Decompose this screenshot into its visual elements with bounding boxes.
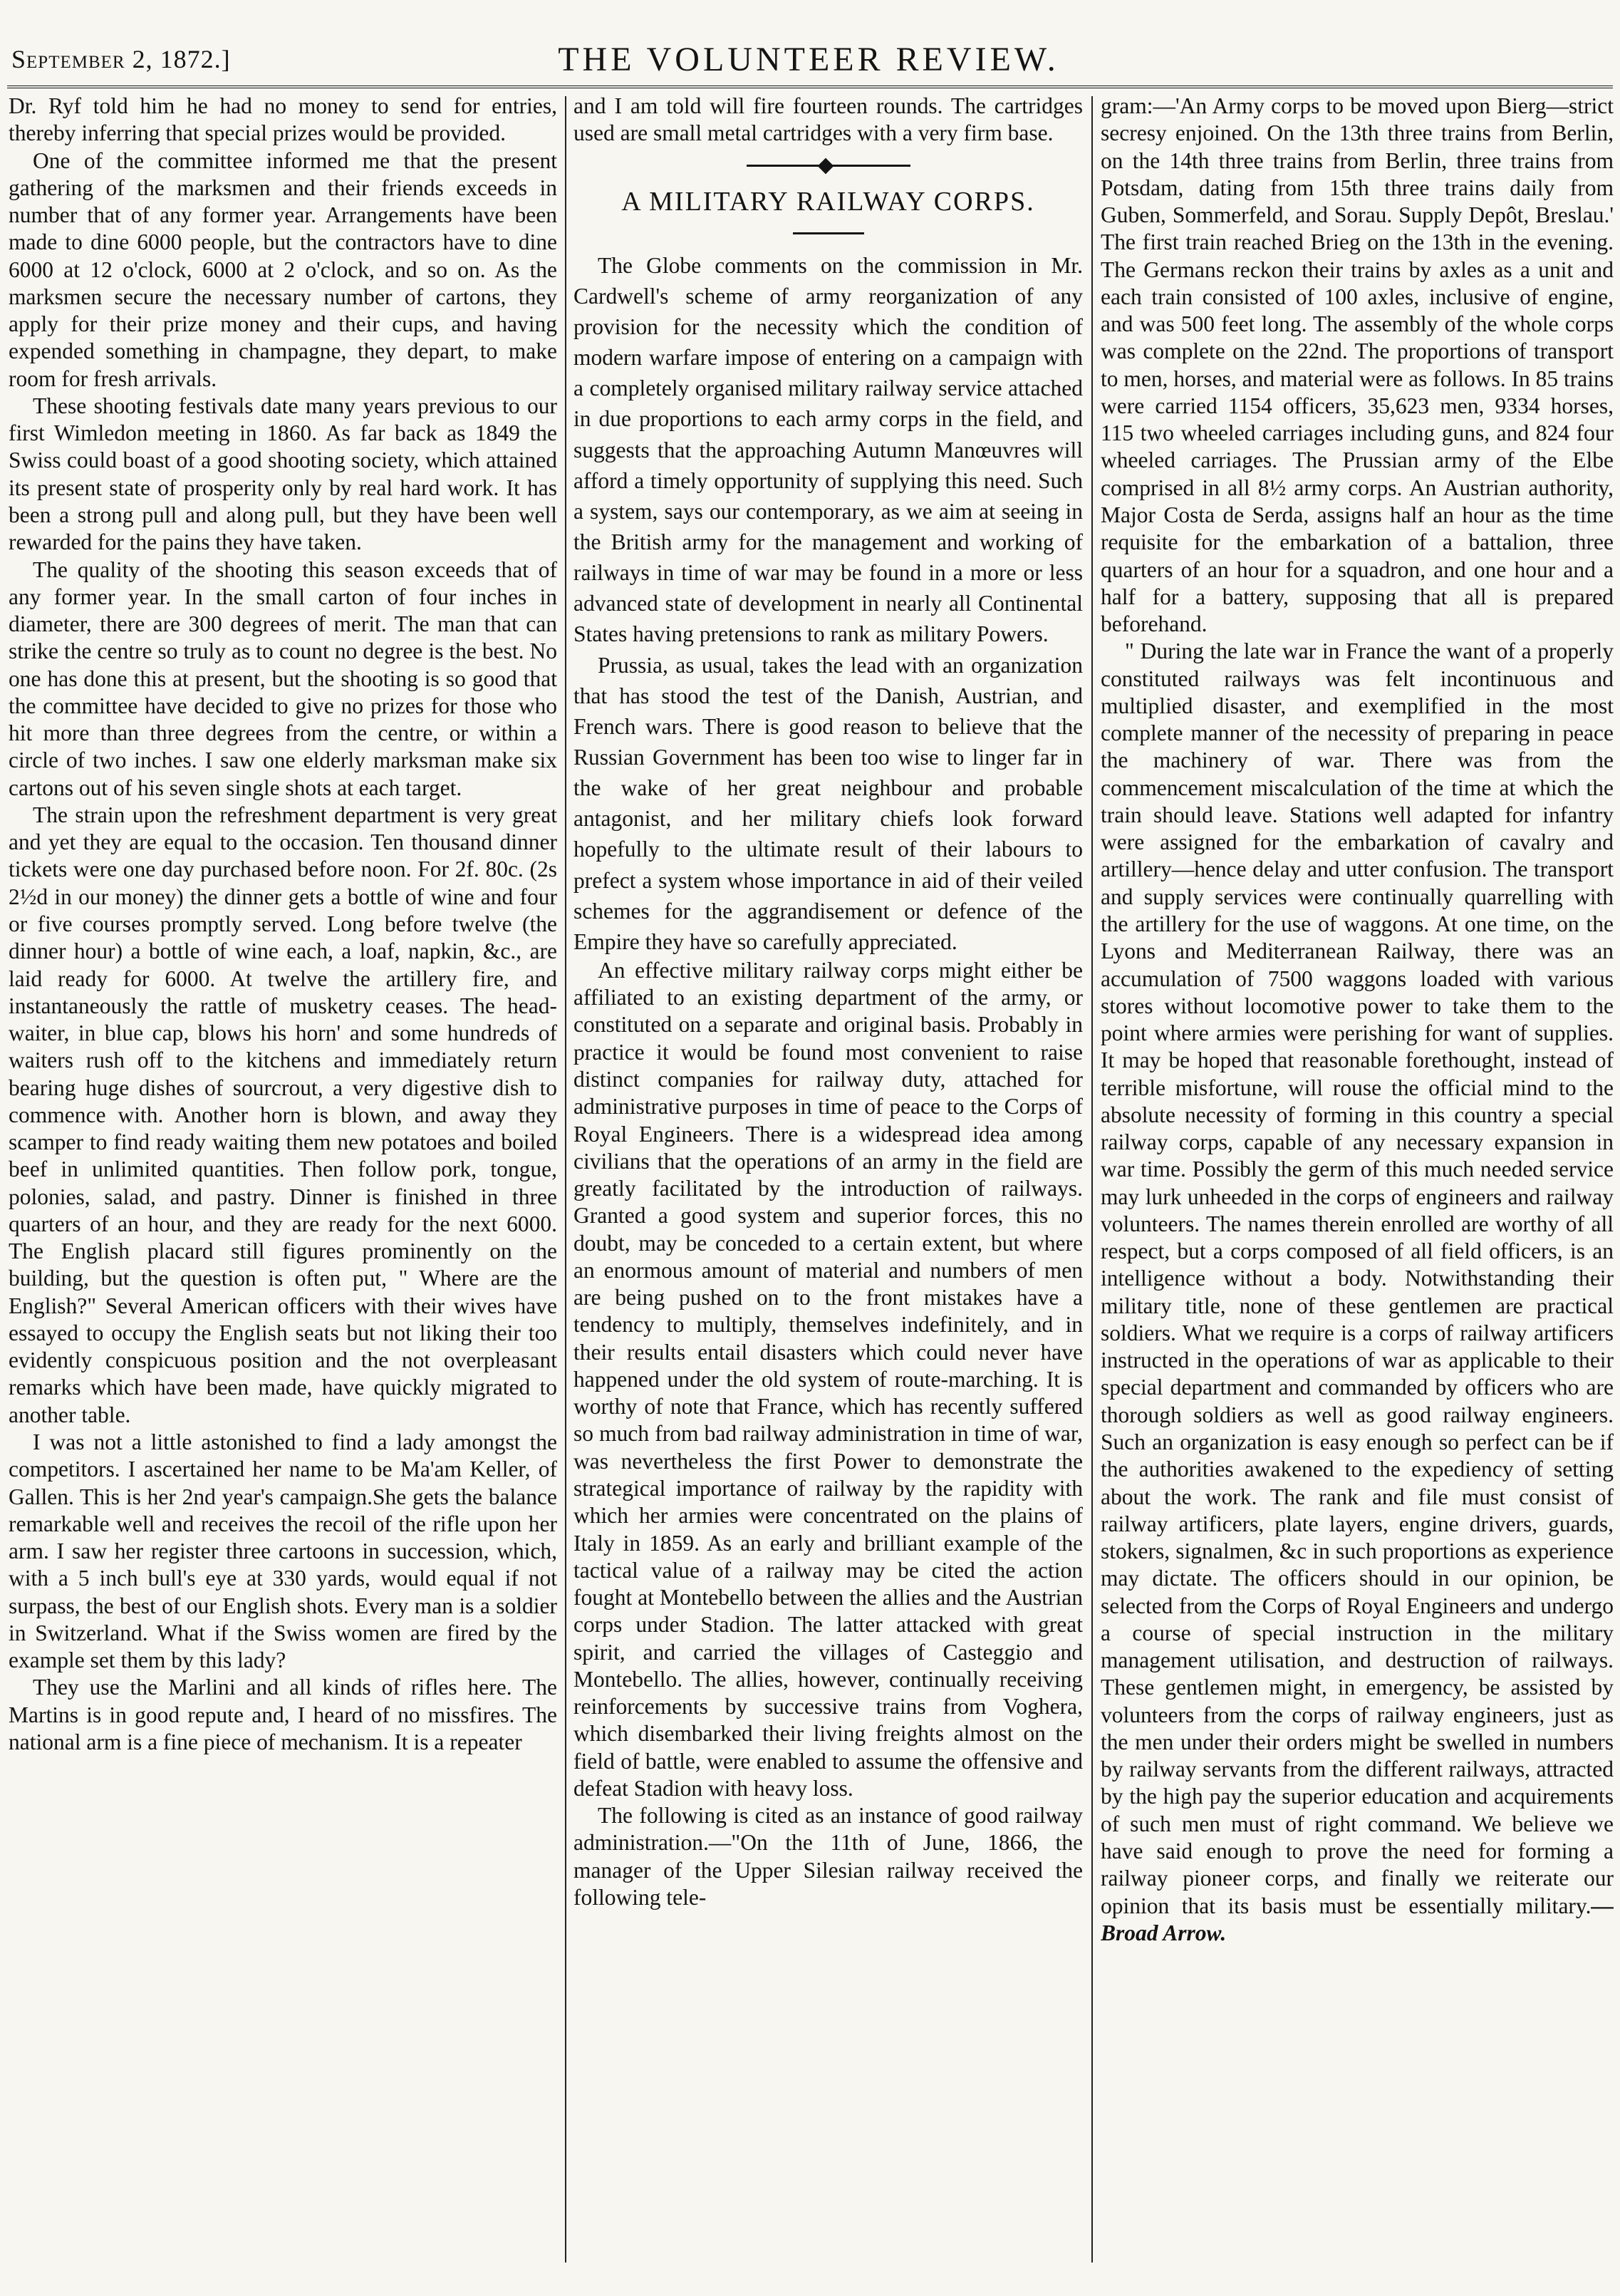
paragraph: gram:—'An Army corps to be moved upon Bierg—strict secresy enjoined. On the 13th three trains from Berlin, on the 14th three trains from Berlin, three trains from Potsdam, dating from 15th three trains daily from Guben, Sommerfeld, and Sorau. Supply Depôt, Breslau.' The first train reached Brieg on the 13th in the evening. The Germans reckon their trains by axles as a unit and each train consisted of 100 axles, inclusive of engine, and was 500 feet long. The assembly of the whole corps was complete on the 22nd. The proportions of transport to men, horses, and material were as follows. In 85 trains were carried 1154 officers, 35,623 men, 9334 horses, 115 two wheeled carriages including guns, and 824 four wheeled carriages. The Prussian army of the Elbe comprised in all 8½ army corps. An Austrian authority, Major Costa de Serda, assigns half an hour as the time requisite for the embarkation of a battalion, three quarters of an hour for a squadron, and one hour and a half for a battery, supposing that all is prepared beforehand. [1101, 93, 1614, 637]
article-lead-paragraph: The Globe comments on the commission in Mr. Cardwell's scheme of army reorganization of any provision for the necessity which the condition of modern warfare impose of entering on a campaign with a completely organised military railway service attached in due proportions to each army corps in the field, and suggests that the approaching Autumn Manœuvres will afford a timely opportunity of supplying this need. Such a system, says our contemporary, as we aim at seeing in the British army for the management and working of railways in time of war may be found in a more or less advanced state of development in nearly all Continental States having pretensions to rank as military Powers. [573, 252, 1083, 647]
paragraph: The quality of the shooting this season exceeds that of any former year. In the small carton of four inches in diameter, there are 300 degrees of merit. The man that can strike the centre so truly as to count no degree is the best. No one has done this at present, but the shooting is so good that the committee have decided to give no prizes for those who hit more than three degrees from the centre, or within a circle of two inches. I saw one elderly marksman make six cartons out of his seven single shots at each target. [9, 557, 557, 800]
column-1 [9, 93, 557, 2266]
paragraph: I was not a little astonished to find a lady amongst the competitors. I ascertained her name to be Ma'am Keller, of Gallen. This is her 2nd year's campaign.She gets the balance remarkable well and receives the recoil of the rifle upon her arm. I saw her register three cartoons in succession, which, with a 5 inch bull's eye at 330 yards, would equal if not surpass, the best of our English shots. Every man is a soldier in Switzerland. What if the Swiss women are fired by the example set them by this lady? [9, 1429, 557, 1673]
issue-date: September 2, 1872.] [11, 45, 231, 73]
paragraph: The strain upon the refreshment department is very great and yet they are equal to the occasion. Ten thousand dinner tickets were one day purchased before noon. For 2f. 80c. (2s 2½d in our money) the dinner gets a bottle of wine and four or five courses promptly served. Long before twelve (the dinner hour) a bottle of wine each, a loaf, napkin, &c., are laid ready for 6000. At twelve the artillery fire, and instantaneously the rattle of musketry ceases. The head-waiter, in blue cap, blows his horn' and some hundreds of waiters rush off to the kitchens and immediately return bearing huge dishes of sourcrout, a very digestive dish to commence with. Another horn is blown, and away they scamper to find ready waiting them new potatoes and boiled beef in unlimited quantities. Then follow pork, tongue, polonies, salad, and pastry. Dinner is finished in three quarters of an hour, and they are ready for the next 6000. The English placard still figures prominently on the building, but the question is often put, " Where are the English?" Several American officers with their wives have essayed to occupy the English seats but not liking their too evidently conspicuous position and the not overpleasant remarks which have been made, have quickly migrated to another table. [9, 802, 557, 1427]
page-header [7, 40, 1610, 83]
paragraph-text: " During the late war in France the want of a properly constituted railways was felt incontinuous and multiplied disaster, and exemplified in the most complete manner of the necessity of preparing in peace the machinery of war. There was from the commencement miscalculation of the time at which the train should leave. Stations well adapted for infantry were assigned for the embarkation of cavalry and artillery—hence delay and utter confusion. The transport and supply services were continually quarrelling with the artillery for the use of waggons. At one time, on the Lyons and Mediterranean Railway, there was an accumulation of 7500 waggons loaded with various stores without locomotive power to take them to the point where armies were perishing for want of supplies. It may be hoped that reasonable forethought, instead of terrible misfortune, will rouse the official mind to the absolute necessity of forming in this country a special railway corps, capable of any necessary expansion in war time. Possibly the germ of this much needed service may lurk unheeded in the corps of engineers and railway volunteers. The names therein enrolled are worthy of all respect, but a corps composed of all field officers, is an intelligence without a body. Notwithstanding their military title, none of these gentlemen are practical soldiers. What we require is a corps of railway artificers instructed in the operations of war as applicable to their special department and commanded by officers who are thorough soldiers as well as good railway engineers. Such an organization is easy enough so perfect can be if the authorities awakened to the expediency of setting about the work. The rank and file must consist of railway artificers, plate layers, engine drivers, guards, stokers, signalmen, &c in such proportions as experience may dictate. The officers should in our opinion, be selected from the Corps of Royal Engineers and undergo a course of special instruction in the military management utilisation, and destruction of railways. These gentlemen might, in emergency, be assisted by volunteers from the corps of railway engineers, just as the men under their orders might be swelled in numbers by railway servants from the different railways, attracted by the high pay the superior education and acquirements of such men must of right command. We believe we have said enough to prove the need for forming a railway pioneer corps, and finally we reiterate our opinion that its basis must be essentially military. [1101, 638, 1614, 1918]
paragraph: An effective military railway corps might either be affiliated to an existing department of the army, or constituted on a separate and original basis. Probably in practice it would be found most convenient to raise distinct companies for railway duty, attached for administrative purposes in time of peace to the Corps of Royal Engineers. There is a widespread idea among civilians that the operations of an army in the field are greatly facilitated by the introduction of railways. Granted a good system and superior forces, this no doubt, may be conceded to a certain extent, but where an enormous amount of material and numbers of men are being pushed on to the front mistakes have a tendency to multiply, themselves indefinitely, and in their results entail disasters which could never have happened under the old system of route-marching. It is worthy of note that France, which has recently suffered so much from bad railway administration in time of war, was nevertheless the first Power to demonstrate the strategical importance of railway by the rapidity with which her armies were concentrated on the plains of Italy in 1859. As an early and brilliant example of the tactical value of a railway may be cited the action fought at Montebello between the allies and the Austrian corps under Stadion. The latter attacked with great spirit, and carried the villages of Casteggio and Montebello. The allies, however, continually receiving reinforcements by successive trains from Voghera, which disembarked their living freights almost on the field of battle, were enabled to assume the offensive and defeat Stadion with heavy loss. [573, 957, 1083, 1801]
paragraph: These shooting festivals date many years previous to our first Wimledon meeting in 1860. As far back as 1849 the Swiss could boast of a good shooting society, which attained its present state of prosperity only by real hard work. It has been a strong pull and along pull, but they have been well rewarded for the pains they have taken. [9, 393, 557, 555]
column-divider-1 [565, 96, 566, 2263]
paragraph: Dr. Ryf told him he had no money to send for entries, thereby inferring that special prizes would be provided. [9, 93, 557, 146]
source-attribution: —Broad Arrow. [1101, 1893, 1614, 1945]
column-2 [573, 93, 1083, 2266]
paragraph: and I am told will fire fourteen rounds. The cartridges used are small metal cartridges with a very firm base. [573, 93, 1083, 146]
title-underline [793, 232, 864, 234]
section-divider [747, 165, 910, 167]
header-rule [7, 86, 1613, 88]
paragraph [1101, 638, 1614, 1947]
paragraph: One of the committee informed me that the present gathering of the marksmen and their friends exceeds in number that of any former year. Arrangements have been made to dine 6000 people, but the contractors have to dine 6000 at 12 o'clock, 6000 at 2 o'clock, and so on. As the marksmen secure the necessary number of cartons, they apply for their prize money and their cups, and having expended something in champagne, they depart, to make room for fresh arrivals. [9, 148, 557, 391]
article-title: A MILITARY RAILWAY CORPS. [621, 186, 1035, 217]
paragraph: Prussia, as usual, takes the lead with an organization that has stood the test of the Danish, Austrian, and French wars. There is good reason to believe that the Russian Government has been too wise to linger far in the wake of her great neighbour and probable antagonist, and her military chiefs look forward hopefully to the ultimate result of their labours to prefect a system whose importance in aid of their veiled schemes for the aggrandisement or defence of the Empire they have so carefully appreciated. [573, 652, 1083, 954]
column-divider-2 [1091, 96, 1093, 2263]
masthead-title: THE VOLUNTEER REVIEW. [558, 41, 1059, 78]
column-3 [1101, 93, 1614, 2266]
paragraph: The following is cited as an instance of good railway administration.—"On the 11th of June, 1866, the manager of the Upper Silesian railway received the following tele- [573, 1803, 1083, 1910]
paragraph: They use the Marlini and all kinds of rifles here. The Martins is in good repute and, I heard of no missfires. The national arm is a fine piece of mechanism. It is a repeater [9, 1675, 557, 1754]
